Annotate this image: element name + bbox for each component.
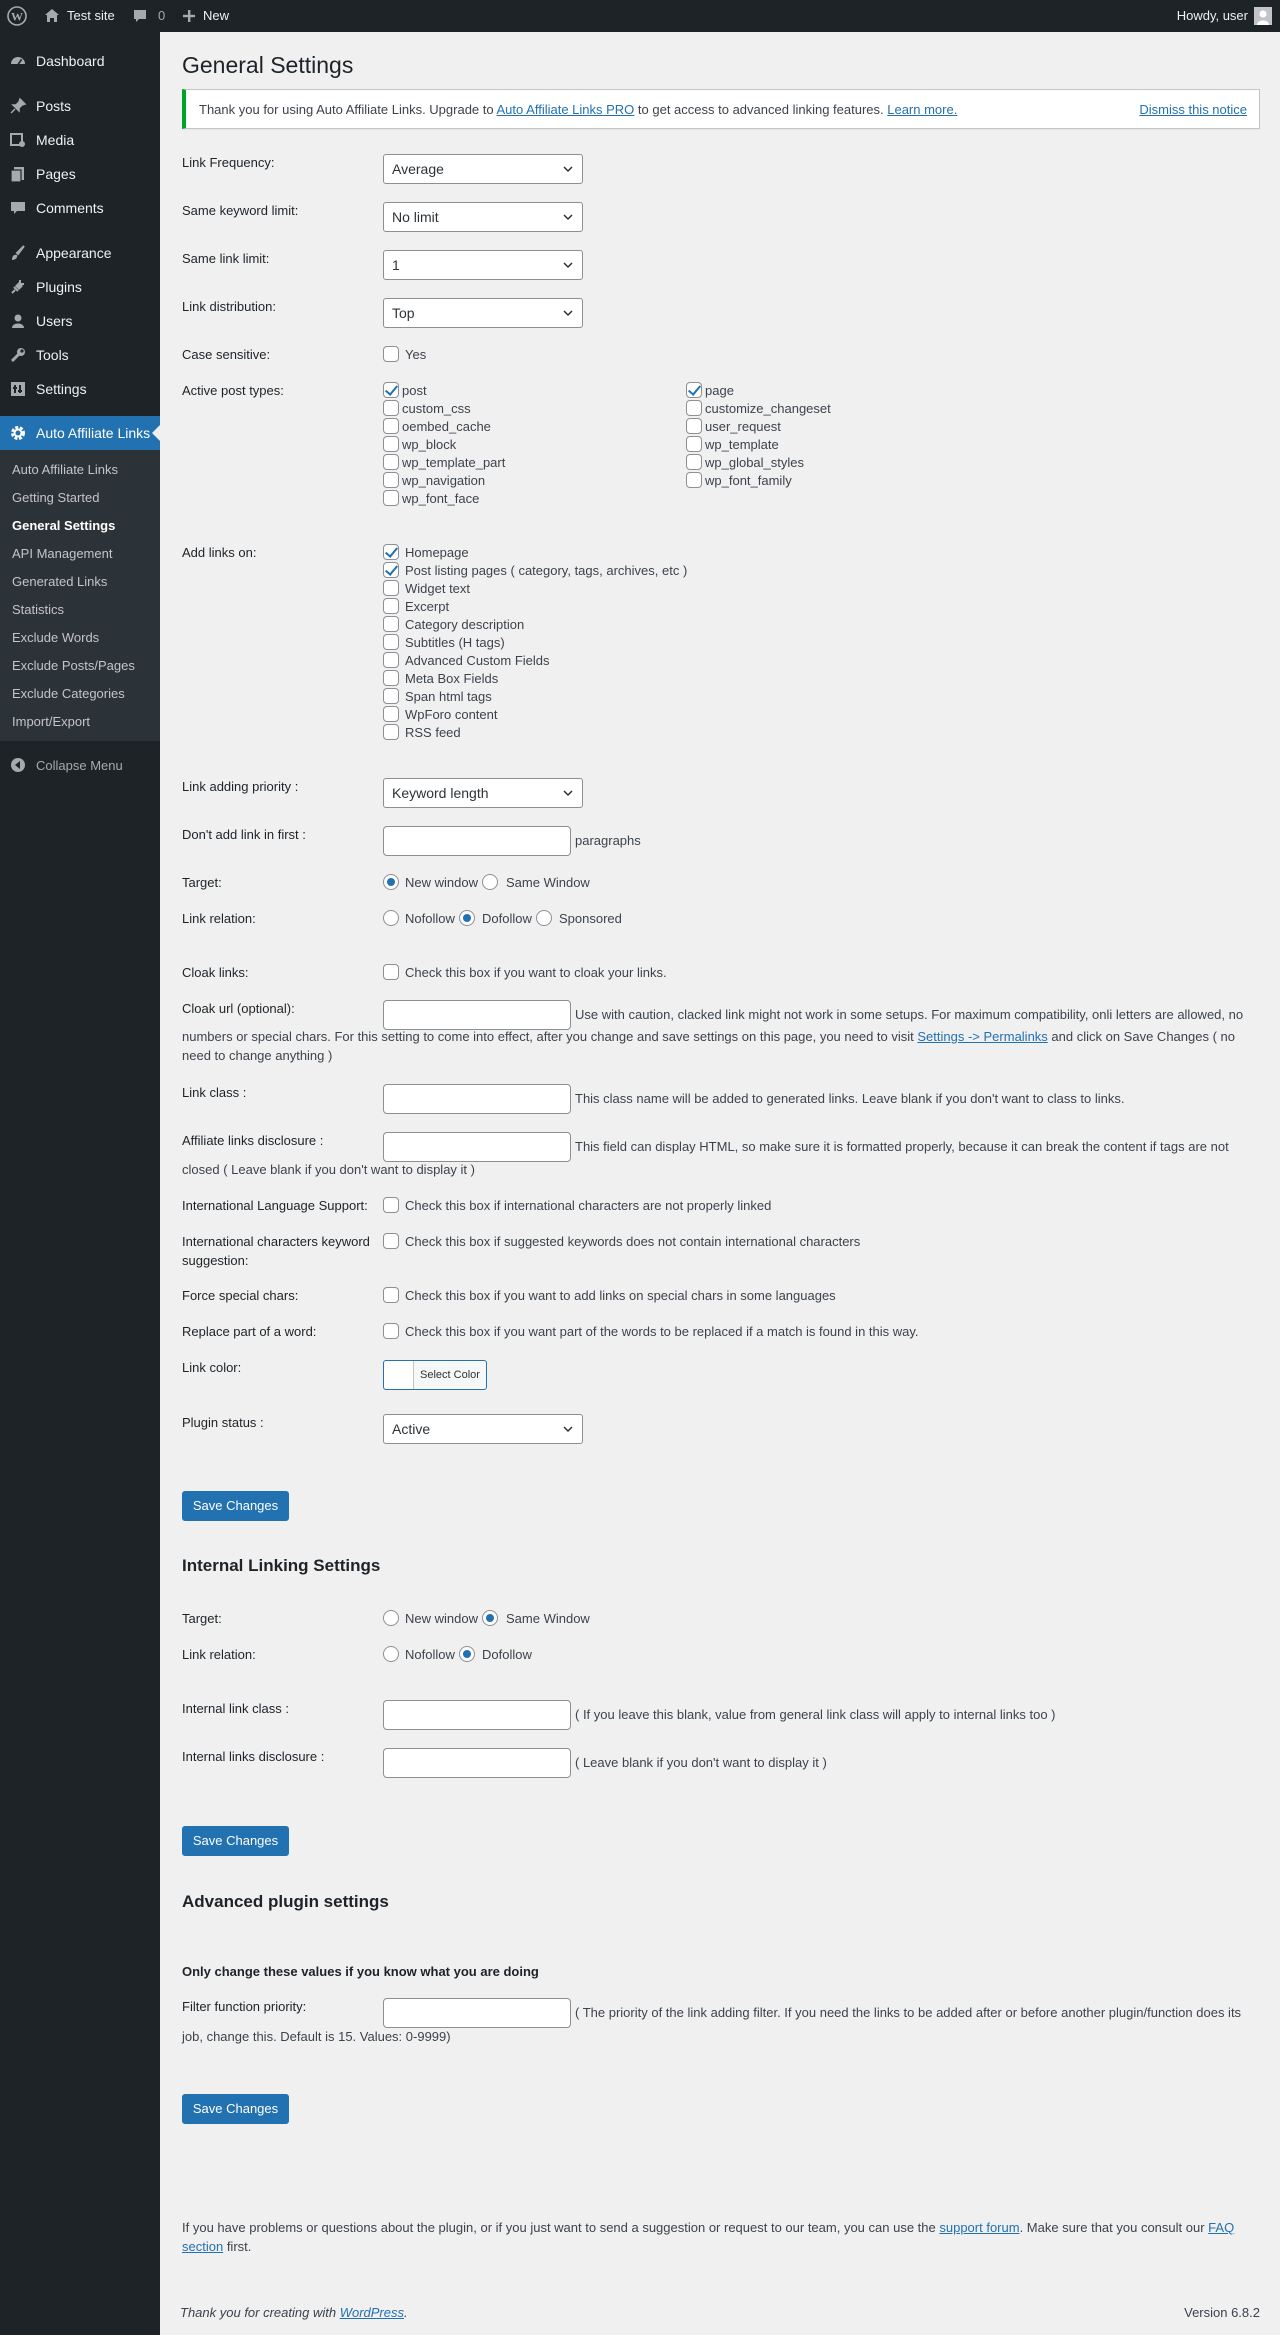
upgrade-notice [182, 89, 1260, 129]
active-post-types-label: Active post types: [182, 383, 284, 398]
color-swatch [384, 1361, 414, 1389]
footer-thanks [180, 2303, 408, 2322]
add-links-checkbox-acf[interactable] [383, 652, 399, 668]
select-color-button[interactable] [383, 1360, 487, 1390]
advanced-warning: Only change these values if you know what you are doing [182, 1964, 539, 1979]
internal-disclosure-desc: ( Leave blank if you don't want to display it ) [575, 1755, 827, 1770]
add-links-checkbox-homepage[interactable] [383, 544, 399, 560]
menu-label: Media [36, 132, 75, 148]
link-class-input[interactable] [383, 1084, 571, 1114]
post-type-checkbox-oembed-cache[interactable] [383, 418, 399, 434]
chevron-down-icon [562, 1423, 574, 1435]
post-type-label: wp_block [402, 437, 457, 452]
advanced-settings-heading: Advanced plugin settings [182, 1892, 389, 1911]
select-value: Active [392, 1421, 431, 1437]
dismiss-notice-link[interactable]: Dismiss this notice [1139, 102, 1247, 117]
chevron-down-icon [562, 787, 574, 799]
link-distribution-label: Link distribution: [182, 299, 276, 314]
post-type-label: wp_font_family [705, 473, 792, 488]
admin-sidebar [0, 32, 160, 2335]
relation-dofollow-radio[interactable] [459, 910, 475, 926]
post-type-checkbox-wp-block[interactable] [383, 436, 399, 452]
comment-icon [132, 8, 148, 24]
post-type-checkbox-wp-template-part[interactable] [383, 454, 399, 470]
select-value: Keyword length [392, 785, 489, 801]
pro-link[interactable]: Auto Affiliate Links PRO [496, 102, 635, 117]
menu-posts[interactable] [0, 89, 160, 123]
radio-label: Dofollow [482, 1647, 532, 1662]
pin-icon [0, 97, 36, 115]
submenu-item[interactable]: Exclude Words [12, 630, 100, 645]
current-menu-arrow [152, 425, 160, 441]
internal-relation-nofollow-radio[interactable] [383, 1646, 399, 1662]
link-class-label: Link class : [182, 1085, 247, 1100]
wordpress-logo-icon[interactable] [7, 0, 27, 32]
add-links-option: Meta Box Fields [405, 671, 499, 686]
post-type-checkbox-wp-global-styles[interactable] [686, 454, 702, 470]
add-links-option: Homepage [405, 545, 469, 560]
cloak-links-desc: Check this box if you want to cloak your links. [405, 965, 667, 980]
add-links-checkbox-wpforo[interactable] [383, 706, 399, 722]
avatar [1254, 7, 1272, 25]
internal-linking-heading: Internal Linking Settings [182, 1556, 381, 1575]
add-links-option: Advanced Custom Fields [405, 653, 550, 668]
target-new-window-radio[interactable] [383, 874, 399, 890]
post-type-checkbox-post[interactable] [383, 382, 399, 398]
replace-part-label: Replace part of a word: [182, 1324, 317, 1339]
intl-language-checkbox[interactable] [383, 1197, 399, 1213]
menu-media[interactable] [0, 123, 160, 157]
radio-label: Dofollow [482, 911, 532, 926]
post-type-label: wp_navigation [402, 473, 486, 488]
link-class-desc: This class name will be added to generated links. Leave blank if you don't want to class to links. [575, 1091, 1125, 1106]
menu-settings[interactable] [0, 372, 160, 406]
post-type-label: page [705, 383, 734, 398]
filter-priority-desc: ( The priority of the link adding filter. If you need the links to be added after or before another plugin/function does its [575, 2005, 1242, 2020]
menu-label: Users [36, 313, 73, 329]
add-links-on-label: Add links on: [182, 545, 257, 560]
post-type-checkbox-custom-css[interactable] [383, 400, 399, 416]
post-type-checkbox-page[interactable] [686, 382, 702, 398]
menu-label: Dashboard [36, 53, 105, 69]
menu-label: Posts [36, 98, 72, 114]
link-adding-priority-label: Link adding priority : [182, 779, 299, 794]
target-label: Target: [182, 875, 222, 890]
link-frequency-label: Link Frequency: [182, 155, 275, 170]
submenu-item[interactable]: Import/Export [12, 714, 91, 729]
case-sensitive-label: Case sensitive: [182, 347, 271, 362]
menu-label: Tools [36, 347, 69, 363]
footer-version: Version 6.8.2 [1184, 2305, 1260, 2320]
intl-language-label: International Language Support: [182, 1198, 368, 1213]
pages-icon [0, 165, 36, 183]
internal-link-class-label: Internal link class : [182, 1701, 289, 1716]
post-type-label: wp_template_part [402, 455, 506, 470]
submenu-item[interactable]: API Management [12, 546, 113, 561]
post-type-checkbox-wp-navigation[interactable] [383, 472, 399, 488]
submenu-item[interactable]: Exclude Posts/Pages [12, 658, 135, 673]
cloak-url-label: Cloak url (optional): [182, 1001, 295, 1016]
radio-label: Same Window [506, 875, 590, 890]
post-type-label: custom_css [402, 401, 471, 416]
menu-dashboard[interactable] [0, 44, 160, 78]
target-same-window-radio[interactable] [482, 874, 498, 890]
new-content-link[interactable] [181, 0, 229, 32]
post-type-checkbox-user-request[interactable] [686, 418, 702, 434]
intl-keyword-label [182, 1232, 370, 1270]
internal-target-label: Target: [182, 1611, 222, 1626]
add-links-checkbox-post-listing[interactable] [383, 562, 399, 578]
menu-label: Settings [36, 381, 87, 397]
faq-section-link[interactable]: section [182, 2239, 224, 2254]
desc-text: numbers or special chars. For this setting to come into effect, after you change and save settings on this page, you need to visit [182, 1029, 918, 1044]
post-type-checkbox-customize-changeset[interactable] [686, 400, 702, 416]
menu-users[interactable] [0, 304, 160, 338]
filter-priority-desc-line2: job, change this. Default is 15. Values: 0-9999) [182, 2029, 451, 2044]
radio-label: Same Window [506, 1611, 590, 1626]
dont-add-first-input[interactable] [383, 826, 571, 856]
post-type-label: wp_global_styles [705, 455, 805, 470]
post-type-label: user_request [705, 419, 781, 434]
post-type-checkbox-wp-template[interactable] [686, 436, 702, 452]
plugin-status-label: Plugin status : [182, 1415, 264, 1430]
media-icon [0, 131, 36, 149]
chevron-down-icon [562, 163, 574, 175]
comment-icon [0, 199, 36, 217]
case-sensitive-option: Yes [405, 347, 427, 362]
relation-sponsored-radio[interactable] [536, 910, 552, 926]
notice-text-part: to get access to advanced linking features. [634, 102, 888, 117]
page-title: General Settings [182, 52, 354, 78]
select-value: 1 [392, 257, 400, 273]
affiliate-disclosure-input[interactable] [383, 1132, 571, 1162]
menu-plugins[interactable] [0, 270, 160, 304]
admin-bar [0, 0, 1280, 32]
internal-relation-label: Link relation: [182, 1647, 256, 1662]
save-changes-button[interactable]: Save Changes [182, 1491, 289, 1521]
support-text-part: first. [223, 2239, 252, 2254]
permalinks-link[interactable]: Settings -> Permalinks [917, 1029, 1048, 1044]
menu-label: Plugins [36, 279, 82, 295]
affiliate-disclosure-desc: This field can display HTML, so make sure it is formatted properly, because it can break the content if tags are not [575, 1139, 1229, 1154]
force-special-chars-label: Force special chars: [182, 1288, 299, 1303]
menu-label: Auto Affiliate Links [36, 425, 151, 441]
add-links-option: Span html tags [405, 689, 492, 704]
brush-icon [0, 244, 36, 262]
comments-count: 0 [158, 8, 166, 23]
cloak-links-label: Cloak links: [182, 965, 249, 980]
support-forum-link[interactable]: support forum [939, 2220, 1020, 2235]
chevron-down-icon [562, 307, 574, 319]
save-changes-button[interactable]: Save Changes [182, 1826, 289, 1856]
select-value: Top [392, 305, 415, 321]
post-type-checkbox-wp-font-face[interactable] [383, 490, 399, 506]
faq-link[interactable]: FAQ [1208, 2220, 1235, 2235]
plug-icon [0, 278, 36, 296]
collapse-label: Collapse Menu [36, 757, 123, 773]
save-changes-button[interactable]: Save Changes [182, 2094, 289, 2124]
radio-label: New window [405, 1611, 478, 1626]
replace-part-desc: Check this box if you want part of the words to be replaced if a match is found in this way. [405, 1324, 919, 1339]
cloak-url-desc: Use with caution, clacked link might not work in some setups. For maximum compatibility, onli letters are allowed, no [575, 1007, 1244, 1022]
add-links-option: Category description [405, 617, 525, 632]
post-type-label: wp_template [705, 437, 779, 452]
menu-tools[interactable] [0, 338, 160, 372]
add-links-option: Post listing pages ( category, tags, archives, etc ) [405, 563, 688, 578]
link-relation-label: Link relation: [182, 911, 256, 926]
relation-nofollow-radio[interactable] [383, 910, 399, 926]
label-line: suggestion: [182, 1253, 249, 1268]
add-links-checkbox-widget-text[interactable] [383, 580, 399, 596]
post-type-label: oembed_cache [402, 419, 491, 434]
force-special-chars-desc: Check this box if you want to add links on special chars in some languages [405, 1288, 836, 1303]
radio-label: New window [405, 875, 478, 890]
select-color-label: Select Color [420, 1369, 480, 1381]
add-links-option: Widget text [405, 581, 471, 596]
cloak-url-desc-line2 [182, 1026, 1260, 1048]
menu-label: Comments [36, 200, 104, 216]
add-links-checkbox-category-description[interactable] [383, 616, 399, 632]
force-special-chars-checkbox[interactable] [383, 1287, 399, 1303]
internal-relation-dofollow-radio[interactable] [459, 1646, 475, 1662]
home-icon [43, 7, 61, 25]
howdy-text: Howdy, user [1176, 8, 1248, 23]
menu-label: Appearance [36, 245, 112, 261]
cloak-links-checkbox[interactable] [383, 964, 399, 980]
svg-text:W: W [11, 9, 23, 24]
add-links-option: Subtitles (H tags) [405, 635, 505, 650]
chevron-down-icon [562, 259, 574, 271]
plugin-status-select[interactable] [383, 1414, 583, 1444]
site-name-link[interactable] [43, 0, 115, 32]
filter-priority-label: Filter function priority: [182, 1999, 307, 2014]
link-distribution-select[interactable] [383, 298, 583, 328]
internal-link-class-input[interactable] [383, 1700, 571, 1730]
add-links-checkbox-rss[interactable] [383, 724, 399, 740]
submenu-item[interactable]: Exclude Categories [12, 686, 125, 701]
add-links-option: Excerpt [405, 599, 450, 614]
intl-keyword-desc: Check this box if suggested keywords does not contain international characters [405, 1234, 861, 1249]
menu-auto-affiliate-links[interactable] [0, 416, 160, 450]
post-type-label: customize_changeset [705, 401, 831, 416]
select-value: No limit [392, 209, 439, 225]
menu-comments[interactable] [0, 191, 160, 225]
menu-pages[interactable] [0, 157, 160, 191]
post-type-checkbox-wp-font-family[interactable] [686, 472, 702, 488]
link-color-label: Link color: [182, 1360, 242, 1375]
same-keyword-limit-label: Same keyword limit: [182, 203, 299, 218]
menu-appearance[interactable] [0, 236, 160, 270]
user-icon [0, 312, 36, 330]
internal-disclosure-input[interactable] [383, 1748, 571, 1778]
same-link-limit-label: Same link limit: [182, 251, 270, 266]
affiliate-disclosure-label: Affiliate links disclosure : [182, 1133, 324, 1148]
post-type-label: wp_font_face [402, 491, 480, 506]
footer-text: . [404, 2305, 408, 2320]
desc-text: and click on Save Changes ( no [1047, 1029, 1235, 1044]
radio-label: Sponsored [559, 911, 622, 926]
dont-add-first-label: Don't add link in first : [182, 827, 306, 842]
intl-language-desc: Check this box if international characters are not properly linked [405, 1198, 772, 1213]
radio-label: Nofollow [405, 1647, 455, 1662]
settings-icon [0, 380, 36, 398]
notice-text-part: Thank you for using Auto Affiliate Links. Upgrade to [199, 102, 497, 117]
submenu [0, 450, 160, 741]
add-links-option: RSS feed [405, 725, 461, 740]
learn-more-link[interactable]: Learn more. [887, 102, 958, 117]
replace-part-checkbox[interactable] [383, 1323, 399, 1339]
add-links-checkbox-excerpt[interactable] [383, 598, 399, 614]
wordpress-link[interactable]: WordPress [339, 2305, 404, 2320]
notice-text [199, 100, 957, 119]
select-value: Average [392, 161, 444, 177]
support-text-line2 [182, 2237, 251, 2256]
support-text [182, 2218, 1234, 2237]
submenu-item[interactable]: Generated Links [12, 574, 108, 589]
footer-text: Thank you for creating with [180, 2305, 340, 2320]
add-links-option: WpForo content [405, 707, 498, 722]
chevron-down-icon [562, 211, 574, 223]
plus-icon [181, 8, 197, 24]
post-type-label: post [402, 383, 427, 398]
wrench-icon [0, 346, 36, 364]
internal-link-class-desc: ( If you leave this blank, value from general link class will apply to internal links too ) [575, 1707, 1056, 1722]
internal-target-same-window-radio[interactable] [482, 1610, 498, 1626]
internal-disclosure-label: Internal links disclosure : [182, 1749, 325, 1764]
collapse-icon [0, 757, 36, 773]
submenu-item-current[interactable]: General Settings [12, 518, 116, 533]
gear-icon [0, 424, 36, 442]
link-frequency-select[interactable] [383, 154, 583, 184]
label-line: International characters keyword [182, 1234, 370, 1249]
link-adding-priority-select[interactable] [383, 778, 583, 808]
add-links-checkbox-span-html[interactable] [383, 688, 399, 704]
menu-label: Pages [36, 166, 76, 182]
case-sensitive-checkbox[interactable] [383, 346, 399, 362]
submenu-item[interactable]: Auto Affiliate Links [12, 462, 118, 477]
intl-keyword-checkbox[interactable] [383, 1233, 399, 1249]
comments-link[interactable] [132, 0, 165, 32]
cloak-url-desc-line3: need to change anything ) [182, 1048, 333, 1063]
filter-priority-input[interactable] [383, 1998, 571, 2028]
internal-target-new-window-radio[interactable] [383, 1610, 399, 1626]
support-text-part: If you have problems or questions about the plugin, or if you just want to send a suggestion or request to our team, you can use the [182, 2220, 940, 2235]
submenu-item[interactable]: Getting Started [12, 490, 100, 505]
dashboard-icon [0, 52, 36, 70]
account-menu[interactable] [1177, 0, 1272, 32]
radio-label: Nofollow [405, 911, 455, 926]
support-text-part: . Make sure that you consult our [1019, 2220, 1209, 2235]
submenu-item[interactable]: Statistics [12, 602, 65, 617]
add-links-checkbox-meta-box[interactable] [383, 670, 399, 686]
same-link-limit-select[interactable] [383, 250, 583, 280]
new-label: New [203, 8, 230, 23]
affiliate-disclosure-desc-line2: closed ( Leave blank if you don't want to display it ) [182, 1162, 475, 1177]
add-links-checkbox-subtitles[interactable] [383, 634, 399, 650]
paragraphs-suffix: paragraphs [575, 833, 641, 848]
site-name: Test site [67, 8, 115, 23]
collapse-menu-button[interactable] [0, 748, 160, 782]
same-keyword-limit-select[interactable] [383, 202, 583, 232]
